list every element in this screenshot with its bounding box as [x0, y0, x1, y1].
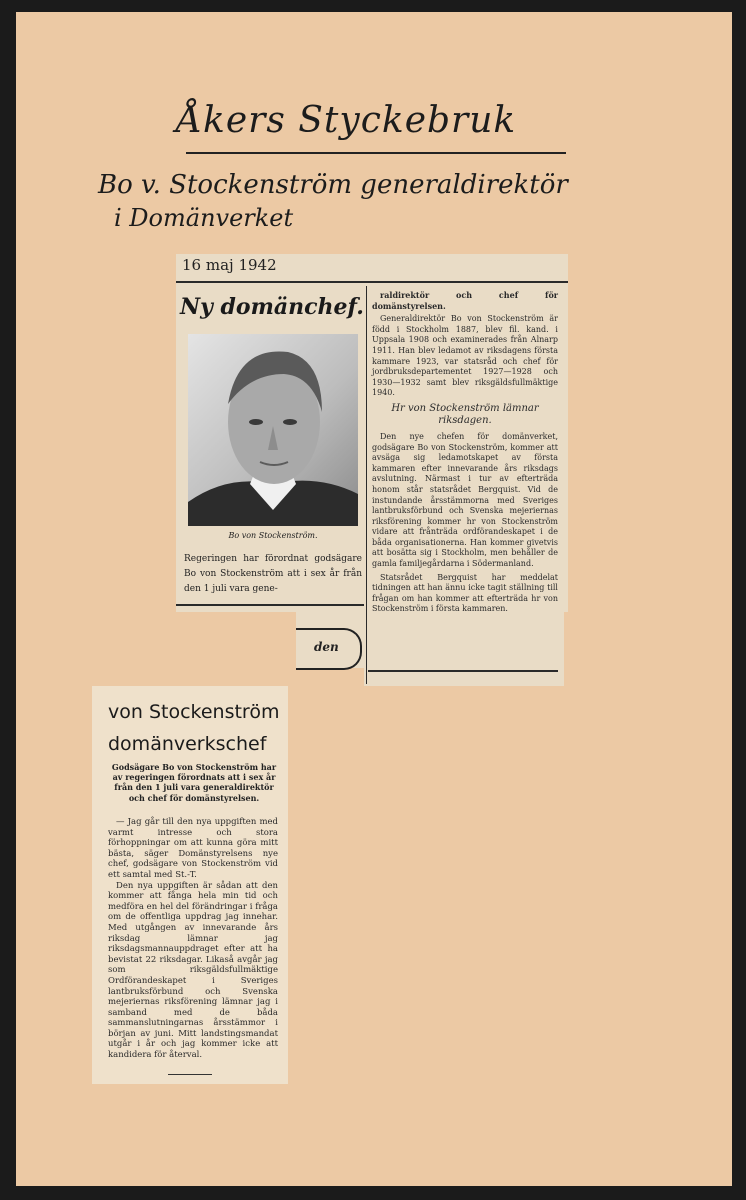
headline-line: von Stockenström: [108, 701, 280, 723]
article-paragraph: Den nye chefen för domänverket, godsägare Bo von Stockenström, kommer att avsäga sig ledamotskapet av första kammaren efter innevarande års riksdags avslutning. Närmast i tur av efterträda honom står statsrådet Bergquist. Vid de instundande årsstämmorna med Sveriges lantbruksförbund och Svenska mejeriernas riksförening kommer hr von Stockenström vidare att frånträda ordförandeskapet i de båda organisationerna. Han kommer givetvis att bosätta sig i Stockholm, men behåller de gamla familjegårdarna i Södermanland.: [372, 431, 558, 569]
article-paragraph: Den nya uppgiften är sådan att den kommer att fånga hela min tid och medföra en hel del förändringar i fråga om de offentliga uppdrag jag innehar. Med utgången av innevarande års riksdag lämnar jag riksdagsmannauppdraget efter att ha bevistat 22 riksdagar. Likaså avgår jag som riksgäldsfullmäktige Ordförandeskapet i Sveriges lantbruksförbund och Svenska mejeriernas riksförening lämnar jag i samband med de båda sammanslutningarnas årsstämmor i början av juni. Mitt landstingsmandat utgår i år och jag kommer icke att kandidera för återval.: [108, 880, 278, 1061]
bottom-rule: [176, 604, 364, 606]
handwritten-note-line: i Domänverket: [114, 204, 294, 232]
article-paragraph: Statsrådet Bergquist har meddelat tidningen att han ännu icke tagit ställning till frågan om han kommer att efterträda hr von Stockenström i första kammaren.: [372, 572, 558, 614]
clipping-headline: [108, 696, 279, 760]
column-rule: [366, 286, 367, 684]
handwritten-title: Åkers Styckebruk: [176, 100, 517, 141]
headline-line: domänverkschef: [108, 733, 267, 755]
headline: Ny domänchef.: [180, 294, 364, 320]
article-paragraph: Generaldirektör Bo von Stockenström är född i Stockholm 1887, blev fil. kand. i Uppsala 1908 och examinerades från Alnarp 1911. Han blev ledamot av riksdagens första kammare 1923, var statsråd och chef för jordbruksdepartementet 1927—1928 och 1930—1932 samt blev riksgäldsfullmäktige 1940.: [372, 314, 558, 398]
clipping-date: 16 maj 1942: [182, 256, 277, 274]
handwritten-underline: [186, 152, 566, 154]
masthead-fragment: den: [314, 640, 339, 654]
lead-paragraph: Regeringen har förordnat godsägare Bo von Stockenström att i sex år från den 1 juli vara gene-: [184, 554, 362, 594]
handwritten-note-line: Bo v. Stockenström generaldirektör: [98, 170, 568, 200]
subheading: Hr von Stockenström lämnar riksdagen.: [391, 402, 539, 426]
photo-caption: Bo von Stockenström.: [228, 531, 318, 540]
continuation-text: raldirektör och chef för domänstyrelsen.: [372, 290, 558, 311]
top-rule: [176, 281, 568, 283]
clipping-body: [108, 817, 278, 1061]
portrait-photo: [188, 334, 358, 526]
article-column: [372, 290, 558, 618]
article-end-rule: [168, 1074, 212, 1075]
portrait-image: [188, 334, 358, 526]
article-paragraph: — Jag går till den nya uppgiften med varmt intresse och stora förhoppningar om att kunna göra mitt bästa, säger Domänstyrelsens nye chef, godsägare von Stockenström vid ett samtal med St.-T.: [108, 817, 278, 880]
column-end-rule: [368, 670, 558, 672]
clipping-lead: Godsägare Bo von Stockenström har av regeringen förordnats att i sex år från den 1 juli vara generaldirektör och chef för domänstyrelsen.: [111, 762, 277, 803]
